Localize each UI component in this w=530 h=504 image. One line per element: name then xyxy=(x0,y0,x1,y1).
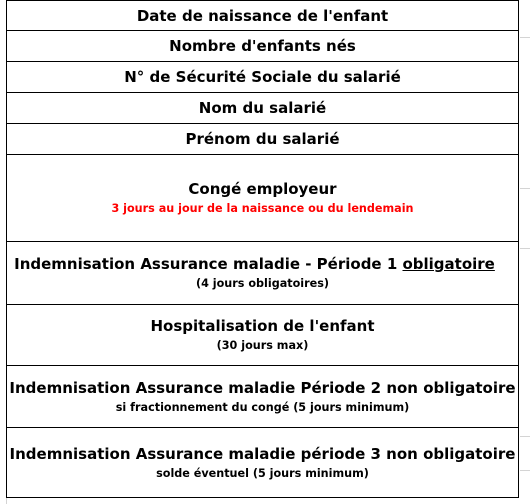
row-title-period-1 xyxy=(14,255,495,273)
period-1-title-text: Indemnisation Assurance maladie - Période 1 xyxy=(14,255,403,273)
row-note-employer-leave: 3 jours au jour de la naissance ou du lendemain xyxy=(111,202,414,215)
gridline xyxy=(520,188,530,189)
row-note-child-hospitalisation: (30 jours max) xyxy=(216,339,309,352)
table-row[interactable] xyxy=(6,155,519,242)
table-row[interactable] xyxy=(6,31,519,62)
table-row[interactable] xyxy=(6,305,519,366)
period-1-mandatory-label: obligatoire xyxy=(402,255,495,273)
gridline xyxy=(520,248,530,249)
table-row[interactable] xyxy=(6,93,519,124)
row-title-children-count: Nombre d'enfants nés xyxy=(169,37,356,55)
gridline xyxy=(520,436,530,437)
row-title-period-3: Indemnisation Assurance maladie période 3 non obligatoire xyxy=(9,444,516,463)
table-row[interactable] xyxy=(6,366,519,428)
row-title-period-2: Indemnisation Assurance maladie Période 2 non obligatoire xyxy=(9,378,516,397)
table-row[interactable] xyxy=(6,62,519,93)
row-note-period-3: solde éventuel (5 jours minimum) xyxy=(156,466,369,480)
row-title-employer-leave: Congé employeur xyxy=(188,180,337,198)
gridline xyxy=(520,470,530,471)
row-title-birth-date: Date de naissance de l'enfant xyxy=(136,6,389,25)
table-row[interactable] xyxy=(6,428,519,498)
row-title-employee-first-name: Prénom du salarié xyxy=(185,130,340,148)
gridline xyxy=(520,37,530,38)
right-column-strip xyxy=(520,0,530,504)
form-table xyxy=(6,0,519,498)
table-row[interactable] xyxy=(6,0,519,31)
table-row[interactable] xyxy=(6,124,519,155)
row-title-employee-last-name: Nom du salarié xyxy=(198,99,327,117)
table-row[interactable] xyxy=(6,242,519,305)
row-title-child-hospitalisation: Hospitalisation de l'enfant xyxy=(150,317,375,335)
row-note-period-2: si fractionnement du congé (5 jours minimum) xyxy=(115,400,410,414)
row-title-social-security-number: N° de Sécurité Sociale du salarié xyxy=(124,68,401,86)
row-note-period-1: (4 jours obligatoires) xyxy=(195,277,329,290)
